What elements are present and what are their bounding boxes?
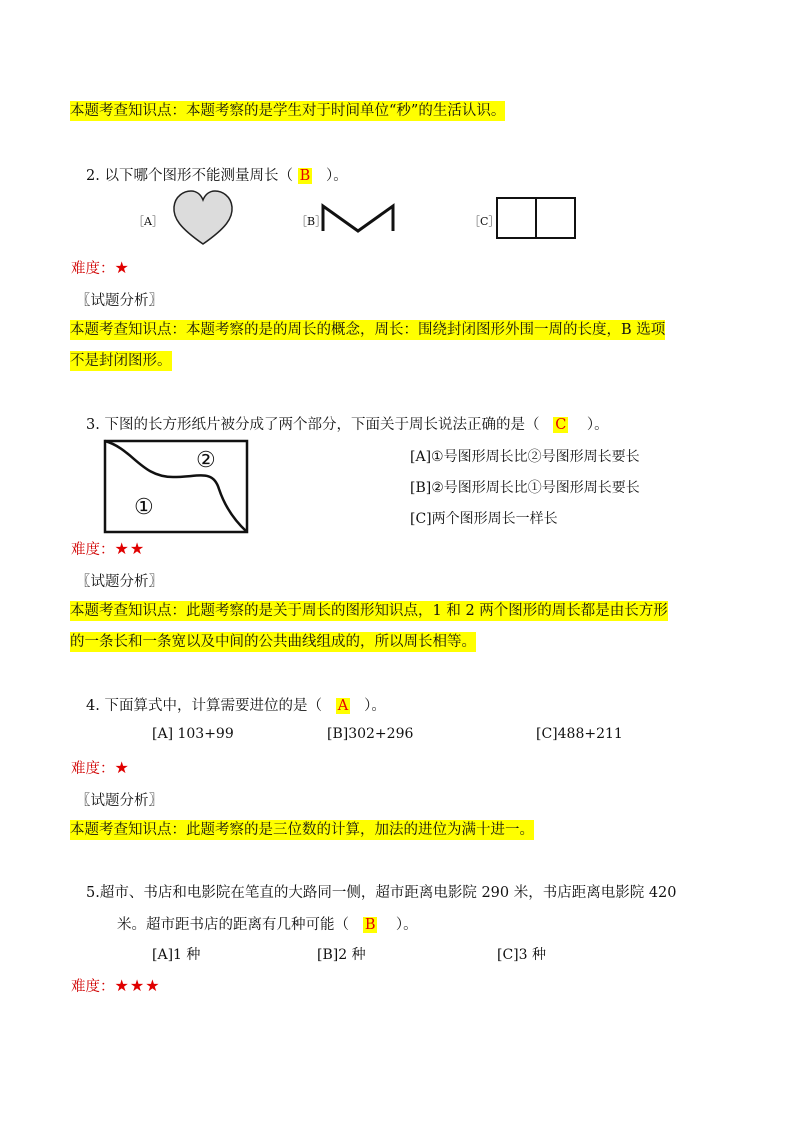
region-label-1: ① — [134, 495, 154, 520]
answer-badge: B — [364, 917, 376, 933]
question-4-stem: 4. 下面算式中，计算需要进位的是（ A ）。 — [86, 698, 386, 714]
knowledge-note-q1: 本题考查知识点：本题考察的是学生对于时间单位“秒”的生活认识。 — [70, 103, 506, 119]
question-3-stem: 3. 下图的长方形纸片被分成了两个部分，下面关于周长说法正确的是（ C ）。 — [86, 417, 609, 433]
option-b-label: ［B］ — [296, 215, 327, 228]
star-rating-icon: ★★★ — [114, 976, 161, 995]
star-rating-icon: ★ — [114, 758, 130, 777]
analysis-text-q3: 本题考查知识点：此题考察的是关于周长的图形知识点，1 和 2 两个图形的周长都是由长方形 的一条长和一条宽以及中间的公共曲线组成的，所以周长相等。 — [70, 603, 668, 650]
difficulty-q4: 难度：★ — [71, 758, 130, 777]
star-rating-icon: ★★ — [114, 539, 146, 558]
question-5-stem-line1: 5.超市、书店和电影院在笔直的大路同一侧，超市距离电影院 290 米，书店距离电影院 420 — [86, 885, 677, 901]
option-b-text: [B]302+296 — [327, 726, 414, 742]
answer-badge: B — [299, 168, 311, 184]
divided-rectangle-figure — [103, 439, 249, 534]
open-zigzag-figure — [320, 203, 398, 233]
option-a-text: [A]1 种 — [152, 947, 201, 963]
question-2-stem: 2. 以下哪个图形不能测量周长（ B ）。 — [86, 168, 348, 184]
option-c-text: [C]488+211 — [536, 726, 623, 742]
option-c-label: ［C］ — [469, 215, 500, 228]
answer-badge: A — [337, 698, 349, 714]
double-rectangle-figure — [495, 196, 577, 240]
question-5-stem-line2: 米。超市距书店的距离有几种可能（ B ）。 — [117, 917, 418, 933]
option-a-text: [A]①号图形周长比②号图形周长要长 — [410, 449, 640, 465]
analysis-text-q2: 本题考查知识点：本题考察的是的周长的概念，周长：围绕封闭图形外围一周的长度，B 选项 不是封闭图形。 — [70, 322, 666, 369]
option-c-text: [C]3 种 — [497, 947, 546, 963]
option-b-text: [B]2 种 — [317, 947, 366, 963]
difficulty-q2: 难度：★ — [71, 258, 130, 277]
analysis-text-q4: 本题考查知识点：此题考察的是三位数的计算，加法的进位为满十进一。 — [70, 822, 534, 838]
difficulty-q5: 难度：★★★ — [71, 976, 161, 995]
option-c-text: [C]两个图形周长一样长 — [410, 511, 558, 527]
difficulty-q3: 难度：★★ — [71, 539, 146, 558]
analysis-title-q3: 〖试题分析〗 — [76, 574, 163, 590]
heart-shape-figure — [172, 190, 234, 248]
star-rating-icon: ★ — [114, 258, 130, 277]
option-b-text: [B]②号图形周长比①号图形周长要长 — [410, 480, 640, 496]
region-label-2: ② — [196, 448, 216, 473]
option-a-text: [A] 103+99 — [152, 726, 234, 742]
answer-badge: C — [555, 417, 567, 433]
analysis-title-q2: 〖试题分析〗 — [76, 293, 163, 309]
option-a-label: ［A］ — [133, 215, 163, 228]
analysis-title-q4: 〖试题分析〗 — [76, 793, 163, 809]
